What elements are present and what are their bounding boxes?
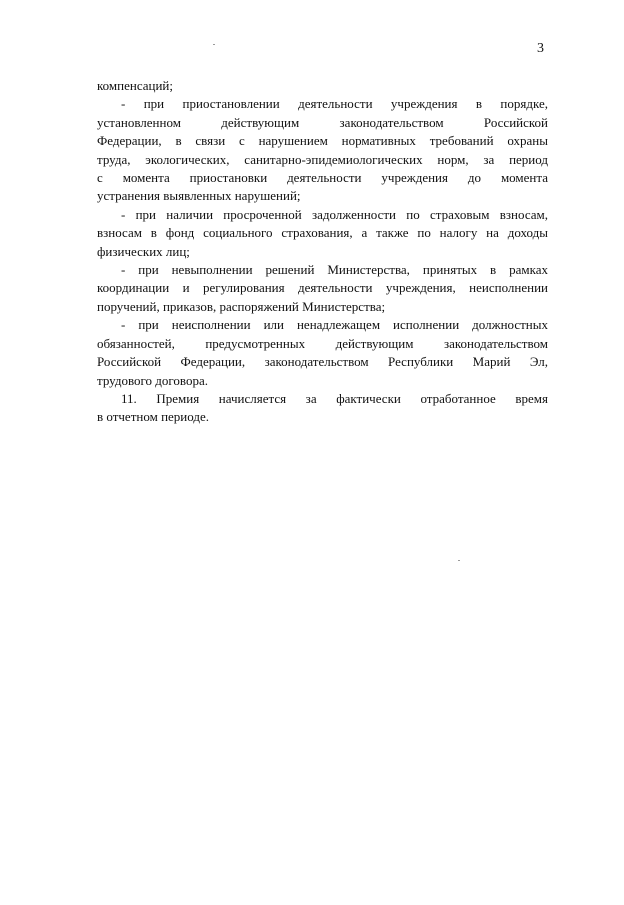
paragraph-continuation bbox=[97, 77, 548, 95]
text-line: в отчетном периоде. bbox=[97, 409, 210, 425]
scan-speck bbox=[213, 44, 215, 45]
paragraph-decisions bbox=[97, 261, 548, 316]
text-line: с момента приостановки деятельности учреждения до момента bbox=[97, 170, 548, 186]
text-line: координации и регулирования деятельности учреждения, неисполнении bbox=[97, 280, 548, 296]
text-line: 11. Премия начисляется за фактически отработанное время bbox=[121, 390, 548, 406]
text-line: физических лиц; bbox=[97, 243, 190, 259]
text-line: - при наличии просроченной задолженности по страховым взносам, bbox=[121, 206, 548, 222]
text-line: - при приостановлении деятельности учреждения в порядке, bbox=[121, 96, 548, 112]
page-number: 3 bbox=[537, 41, 544, 56]
scan-speck bbox=[458, 560, 460, 561]
text-line: компенсаций; bbox=[97, 78, 174, 93]
text-line: Федерации, в связи с нарушением нормативных требований охраны bbox=[97, 133, 548, 149]
text-line: - при неисполнении или ненадлежащем исполнении должностных bbox=[121, 317, 548, 333]
text-line: - при невыполнении решений Министерства, принятых в рамках bbox=[121, 262, 548, 278]
text-line: установленном действующим законодательством Российской bbox=[97, 114, 548, 130]
document-body bbox=[97, 77, 548, 427]
text-line: взносам в фонд социального страхования, а также по налогу на доходы bbox=[97, 225, 548, 241]
text-line: трудового договора. bbox=[97, 372, 208, 388]
text-line: обязанностей, предусмотренных действующим законодательством bbox=[97, 335, 548, 351]
paragraph-arrears bbox=[97, 206, 548, 261]
text-line: поручений, приказов, распоряжений Министерства; bbox=[97, 298, 386, 314]
text-line: труда, экологических, санитарно-эпидемиологических норм, за период bbox=[97, 151, 548, 167]
paragraph-suspension bbox=[97, 95, 548, 205]
paragraph-item-11 bbox=[97, 390, 548, 427]
text-line: устранения выявленных нарушений; bbox=[97, 188, 301, 204]
text-line: Российской Федерации, законодательством Республики Марий Эл, bbox=[97, 354, 548, 370]
paragraph-duties bbox=[97, 316, 548, 390]
